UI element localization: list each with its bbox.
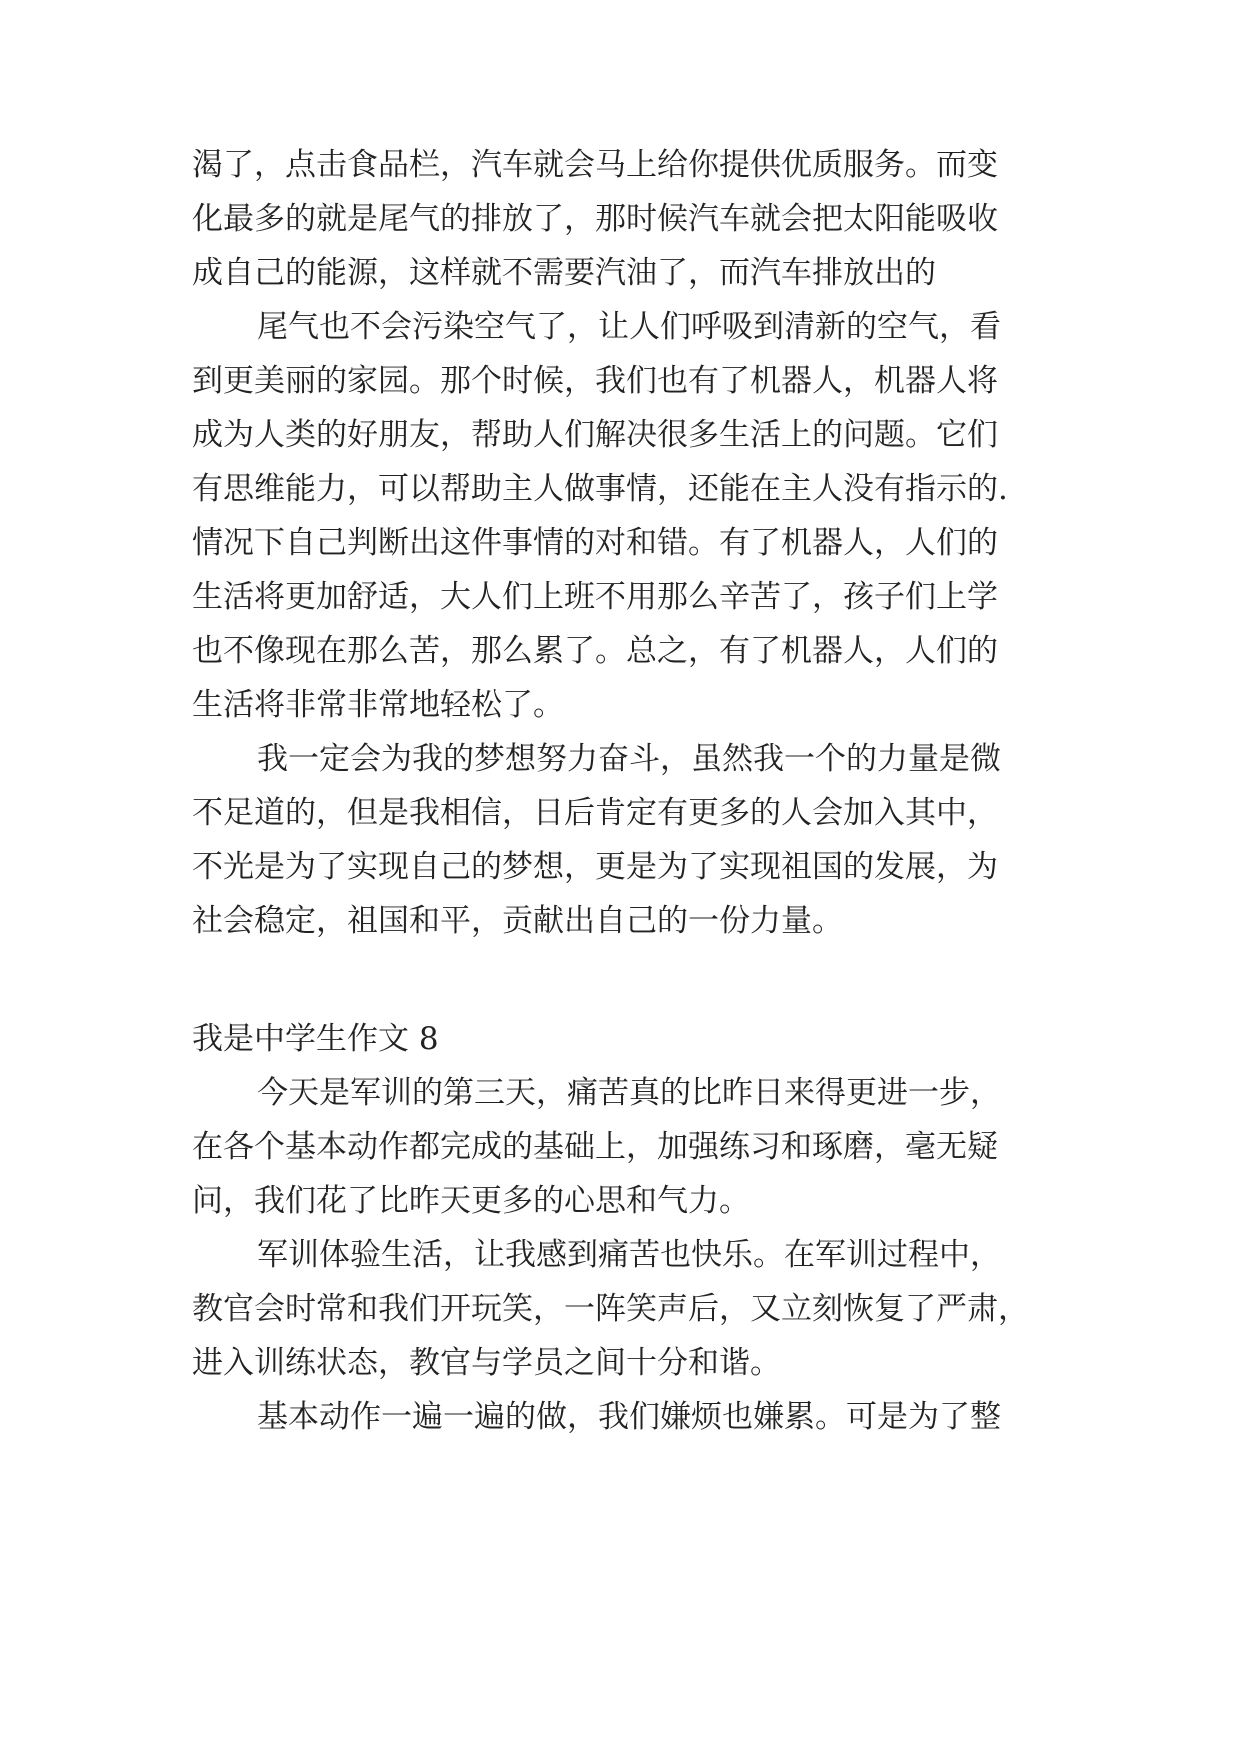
text-line: 在各个基本动作都完成的基础上，加强练习和琢磨，毫无疑 bbox=[192, 1129, 998, 1165]
text-line: 化最多的就是尾气的排放了，那时候汽车就会把太阳能吸收 bbox=[192, 201, 998, 237]
paragraph-first-line: 尾气也不会污染空气了，让人们呼吸到清新的空气，看 bbox=[257, 309, 1001, 345]
text-line: 问，我们花了比昨天更多的心思和气力。 bbox=[192, 1183, 750, 1219]
text-line: 进入训练状态，教官与学员之间十分和谐。 bbox=[192, 1345, 781, 1381]
text-line: 也不像现在那么苦，那么累了。总之，有了机器人，人们的 bbox=[192, 633, 998, 669]
text-line: 渴了，点击食品栏，汽车就会马上给你提供优质服务。而变 bbox=[192, 147, 998, 183]
text-line: 教官会时常和我们开玩笑，一阵笑声后，又立刻恢复了严肃， bbox=[192, 1291, 1029, 1327]
text-line: 社会稳定，祖国和平，贡献出自己的一份力量。 bbox=[192, 903, 843, 939]
text-line: 生活将更加舒适，大人们上班不用那么辛苦了，孩子们上学 bbox=[192, 579, 998, 615]
text-line: 成自己的能源，这样就不需要汽油了，而汽车排放出的 bbox=[192, 255, 936, 291]
text-line: 到更美丽的家园。那个时候，我们也有了机器人，机器人将 bbox=[192, 363, 998, 399]
text-line: 成为人类的好朋友，帮助人们解决很多生活上的问题。它们 bbox=[192, 417, 998, 453]
paragraph-first-line: 基本动作一遍一遍的做，我们嫌烦也嫌累。可是为了整 bbox=[257, 1399, 1001, 1435]
paragraph-first-line: 今天是军训的第三天，痛苦真的比昨日来得更进一步， bbox=[257, 1075, 1001, 1111]
text-line: 生活将非常非常地轻松了。 bbox=[192, 687, 564, 723]
paragraph-first-line: 军训体验生活，让我感到痛苦也快乐。在军训过程中， bbox=[257, 1237, 1001, 1273]
text-line: 不光是为了实现自己的梦想，更是为了实现祖国的发展，为 bbox=[192, 849, 998, 885]
paragraph-first-line: 我一定会为我的梦想努力奋斗，虽然我一个的力量是微 bbox=[257, 741, 1001, 777]
text-line: 情况下自己判断出这件事情的对和错。有了机器人，人们的 bbox=[192, 525, 998, 561]
text-line: 有思维能力，可以帮助主人做事情，还能在主人没有指示的. bbox=[192, 471, 1008, 507]
text-line: 不足道的，但是我相信，日后肯定有更多的人会加入其中， bbox=[192, 795, 998, 831]
section-title: 我是中学生作文 8 bbox=[192, 1021, 439, 1057]
